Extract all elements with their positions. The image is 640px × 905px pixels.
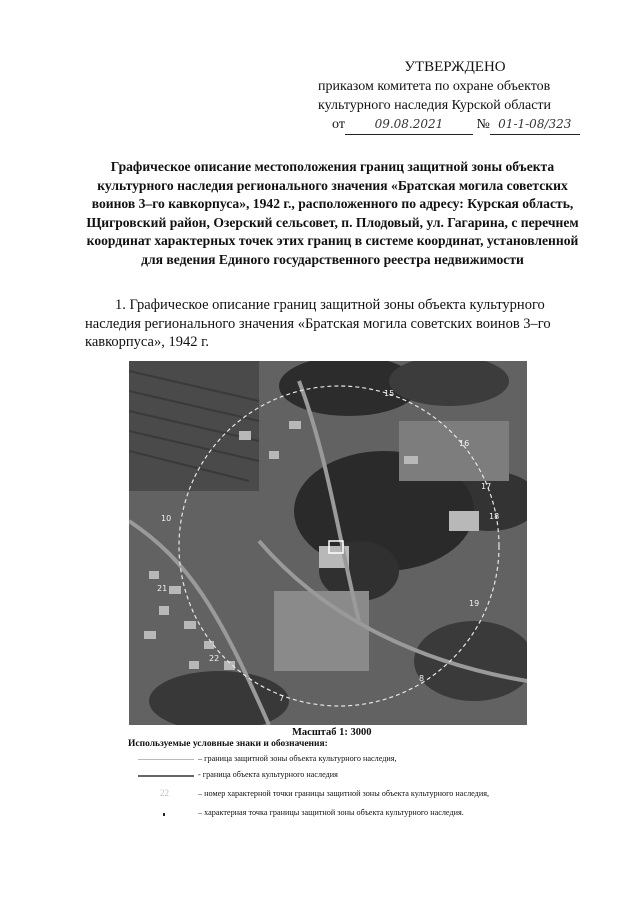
aerial-map: [129, 361, 527, 725]
legend-item-point-number: [128, 788, 588, 802]
legend-heading: Используемые условные знаки и обозначения:: [128, 739, 328, 749]
approval-block: [300, 58, 600, 135]
document-title: Графическое описание местоположения границ защитной зоны объекта культурного наследия регионального значения «Братская могила советских воинов 3–го кавкорпуса», 1942 г., расположенного по адресу: Курская область, Щигровский район, Озерский сельсовет, п. Плодовый, ул. Гагарина, с перечнем координат характерных точек этих границ в системе координат, установленной для ведения Единого государственного реестра недвижимости: [86, 159, 579, 267]
point-number-icon: 22: [160, 788, 169, 798]
section-paragraph: [85, 296, 590, 352]
aerial-photo: [129, 361, 527, 725]
handwritten-number: 01-1-08/323: [490, 115, 580, 135]
point-dot-icon: [163, 813, 165, 816]
date-prefix: от: [332, 117, 345, 132]
object-boundary-line-icon: [138, 775, 194, 777]
legend-item-text: - граница объекта культурного наследия: [198, 770, 338, 779]
number-prefix: №: [476, 117, 490, 132]
legend-item-text: – граница защитной зоны объекта культурного наследия,: [198, 754, 397, 763]
point-label-7: 7: [279, 694, 285, 703]
point-label-21: 21: [157, 584, 168, 593]
point-label-10: 10: [161, 514, 172, 523]
legend-item-zone-boundary: [128, 753, 588, 767]
zone-boundary-line-icon: [138, 759, 194, 760]
section-text: 1. Графическое описание границ защитной зоны объекта культурного наследия регионального значения «Братская могила советских воинов 3–го кавкорпуса», 1942 г.: [85, 297, 551, 350]
approval-title: УТВЕРЖДЕНО: [404, 59, 506, 75]
point-label-19: 19: [469, 599, 480, 608]
point-label-18: 18: [489, 512, 500, 521]
handwritten-date: 09.08.2021: [345, 115, 473, 135]
point-label-16: 16: [459, 439, 470, 448]
legend-item-point: [128, 807, 588, 821]
approval-line-1: приказом комитета по охране объектов: [318, 79, 551, 94]
point-label-22: 22: [209, 654, 220, 663]
legend-item-text: – номер характерной точки границы защитной зоны объекта культурного наследия,: [198, 789, 490, 798]
legend-item-text: – характерная точка границы защитной зоны объекта культурного наследия.: [198, 808, 464, 817]
map-scale: Масштаб 1: 3000: [292, 727, 372, 738]
approval-date-number: [300, 115, 600, 135]
point-label-8: 8: [419, 674, 425, 683]
point-label-17: 17: [481, 482, 492, 491]
approval-line-2: культурного наследия Курской области: [318, 98, 552, 113]
legend-item-object-boundary: [128, 769, 588, 783]
point-label-15: 15: [384, 389, 395, 398]
